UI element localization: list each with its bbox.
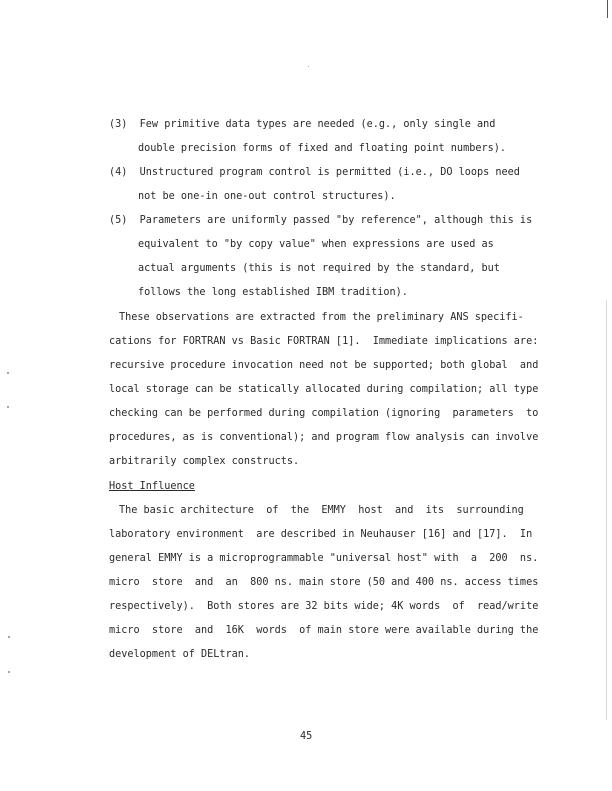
page-edge-shadow xyxy=(606,300,607,720)
paragraph-line: The basic architecture of the EMMY host and its surrounding xyxy=(119,505,524,516)
paragraph-line: checking can be performed during compilation (ignoring parameters to xyxy=(109,408,539,419)
paragraph-line: respectively). Both stores are 32 bits wide; 4K words of read/write xyxy=(109,601,539,612)
scan-speck xyxy=(7,406,9,408)
scan-speck xyxy=(8,636,10,638)
paragraph-line: arbitrarily complex constructs. xyxy=(109,456,300,467)
list-item-5-cont: actual arguments (this is not required by the standard, but xyxy=(138,263,500,274)
paragraph-line: cations for FORTRAN vs Basic FORTRAN [1]. Immediate implications are: xyxy=(109,336,539,347)
paragraph-line: micro store and an 800 ns. main store (50 and 400 ns. access times xyxy=(109,577,539,588)
scan-speck xyxy=(308,66,309,67)
section-heading: Host Influence xyxy=(109,481,195,492)
paragraph-line: local storage can be statically allocated during compilation; all type xyxy=(109,384,539,395)
paragraph-line: recursive procedure invocation need not be supported; both global and xyxy=(109,360,539,371)
scan-speck xyxy=(7,372,9,374)
list-item-3: (3) Few primitive data types are needed (e.g., only single and xyxy=(109,119,496,130)
list-item-5-cont: follows the long established IBM tradition). xyxy=(138,287,408,298)
paragraph-line: laboratory environment are described in Neuhauser [16] and [17]. In xyxy=(109,529,533,540)
paragraph-line: These observations are extracted from the preliminary ANS specifi- xyxy=(119,312,524,323)
list-item-3-cont: double precision forms of fixed and floating point numbers). xyxy=(138,143,507,154)
scan-speck xyxy=(8,671,10,673)
paragraph-line: micro store and 16K words of main store were available during the xyxy=(109,625,539,636)
paragraph-line: development of DELtran. xyxy=(109,649,251,660)
list-item-5-cont: equivalent to "by copy value" when expressions are used as xyxy=(138,239,494,250)
list-item-5: (5) Parameters are uniformly passed "by reference", although this is xyxy=(109,215,533,226)
page-number: 45 xyxy=(300,731,313,742)
paragraph-line: general EMMY is a microprogrammable "universal host" with a 200 ns. xyxy=(109,553,539,564)
list-item-4-cont: not be one-in one-out control structures). xyxy=(138,191,396,202)
paragraph-line: procedures, as is conventional); and program flow analysis can involve xyxy=(109,432,539,443)
page-edge-mark xyxy=(607,0,608,18)
list-item-4: (4) Unstructured program control is permitted (i.e., DO loops need xyxy=(109,167,520,178)
